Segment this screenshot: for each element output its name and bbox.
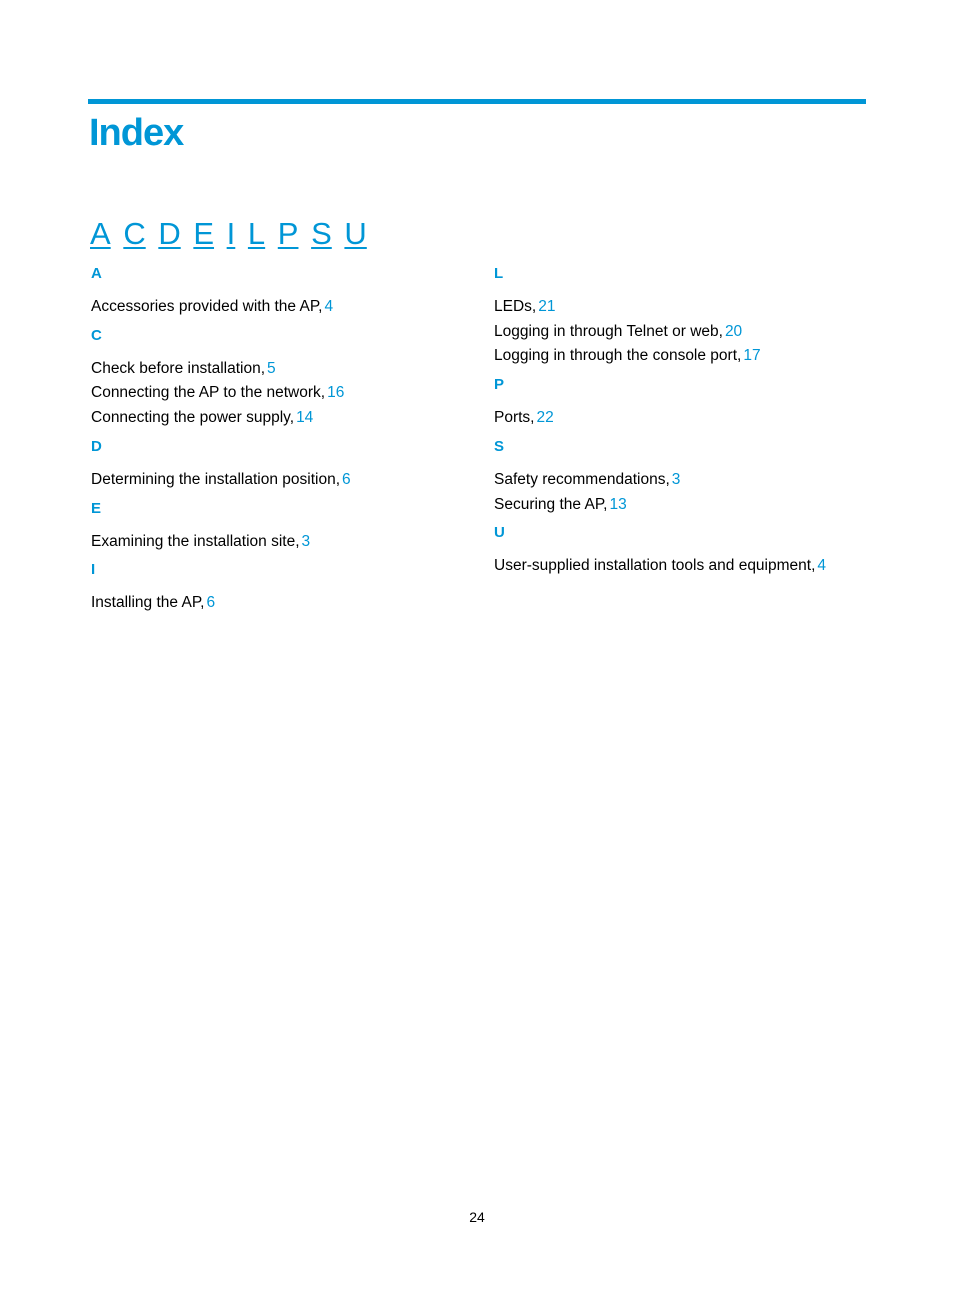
page-link[interactable]: 14 bbox=[296, 409, 314, 427]
page-link[interactable]: 5 bbox=[267, 359, 276, 377]
page-link[interactable]: 21 bbox=[538, 298, 556, 315]
letter-link-d[interactable]: D bbox=[158, 216, 181, 251]
index-column-right bbox=[494, 262, 884, 579]
index-entry bbox=[91, 406, 481, 431]
page-link[interactable]: 6 bbox=[206, 594, 216, 612]
entry-text: Safety recommendations, bbox=[494, 470, 670, 488]
letter-link-u[interactable]: U bbox=[344, 216, 367, 251]
index-column-left bbox=[91, 262, 481, 616]
section-heading-c: C bbox=[91, 326, 102, 344]
index-entry bbox=[91, 295, 481, 320]
page-link[interactable]: 3 bbox=[301, 532, 311, 550]
index-entry bbox=[494, 493, 884, 518]
page-title: Index bbox=[89, 112, 184, 154]
letter-link-s[interactable]: S bbox=[311, 216, 332, 251]
entry-text: Logging in through the console port, bbox=[494, 347, 742, 365]
entry-text: Examining the installation site, bbox=[91, 532, 300, 550]
letter-link-e[interactable]: E bbox=[193, 216, 215, 251]
entry-text: Installing the AP, bbox=[91, 594, 205, 612]
section-heading-p: P bbox=[494, 376, 505, 394]
page-link[interactable]: 4 bbox=[324, 298, 334, 315]
index-entry bbox=[494, 320, 884, 345]
index-entry bbox=[91, 591, 481, 616]
index-entry bbox=[494, 344, 884, 369]
index-entry bbox=[494, 554, 884, 579]
page-link[interactable]: 4 bbox=[817, 557, 827, 575]
page-link[interactable]: 3 bbox=[671, 470, 681, 488]
entry-text: Determining the installation position, bbox=[91, 470, 340, 488]
section-heading-e: E bbox=[91, 499, 102, 517]
section-heading-u: U bbox=[494, 524, 505, 542]
index-entry bbox=[494, 295, 884, 320]
index-entry bbox=[494, 468, 884, 493]
page-link[interactable]: 22 bbox=[536, 409, 554, 427]
entry-text: Logging in through Telnet or web, bbox=[494, 322, 723, 340]
section-heading-s: S bbox=[494, 437, 505, 455]
page-link[interactable]: 20 bbox=[724, 322, 743, 340]
entry-text: User-supplied installation tools and equipment, bbox=[494, 557, 816, 575]
letter-link-l[interactable]: L bbox=[247, 216, 266, 251]
letter-link-c[interactable]: C bbox=[123, 216, 146, 251]
page-link[interactable]: 13 bbox=[609, 495, 627, 513]
index-entry bbox=[494, 406, 884, 431]
letter-navigation bbox=[90, 214, 371, 254]
entry-text: Accessories provided with the AP, bbox=[91, 298, 323, 315]
page-link[interactable]: 16 bbox=[327, 384, 345, 402]
index-entry bbox=[91, 468, 481, 493]
entry-text: Connecting the power supply, bbox=[91, 409, 295, 427]
entry-text: Ports, bbox=[494, 409, 535, 427]
letter-link-p[interactable]: P bbox=[277, 216, 299, 251]
section-heading-d: D bbox=[91, 437, 102, 455]
title-rule bbox=[88, 99, 866, 104]
letter-link-a[interactable]: A bbox=[90, 216, 111, 251]
index-entry bbox=[91, 530, 481, 555]
entry-text: Securing the AP, bbox=[494, 495, 608, 513]
entry-text: Connecting the AP to the network, bbox=[91, 384, 326, 402]
letter-link-i[interactable]: I bbox=[226, 216, 236, 251]
page-number: 24 bbox=[469, 1209, 485, 1225]
page-link[interactable]: 17 bbox=[743, 347, 761, 365]
section-heading-i: I bbox=[91, 561, 96, 579]
entry-text: LEDs, bbox=[494, 298, 537, 315]
index-entry bbox=[91, 357, 481, 382]
page-link[interactable]: 6 bbox=[342, 470, 351, 488]
index-entry bbox=[91, 381, 481, 406]
section-heading-l: L bbox=[494, 265, 504, 282]
entry-text: Check before installation, bbox=[91, 359, 266, 377]
section-heading-a: A bbox=[91, 265, 102, 282]
